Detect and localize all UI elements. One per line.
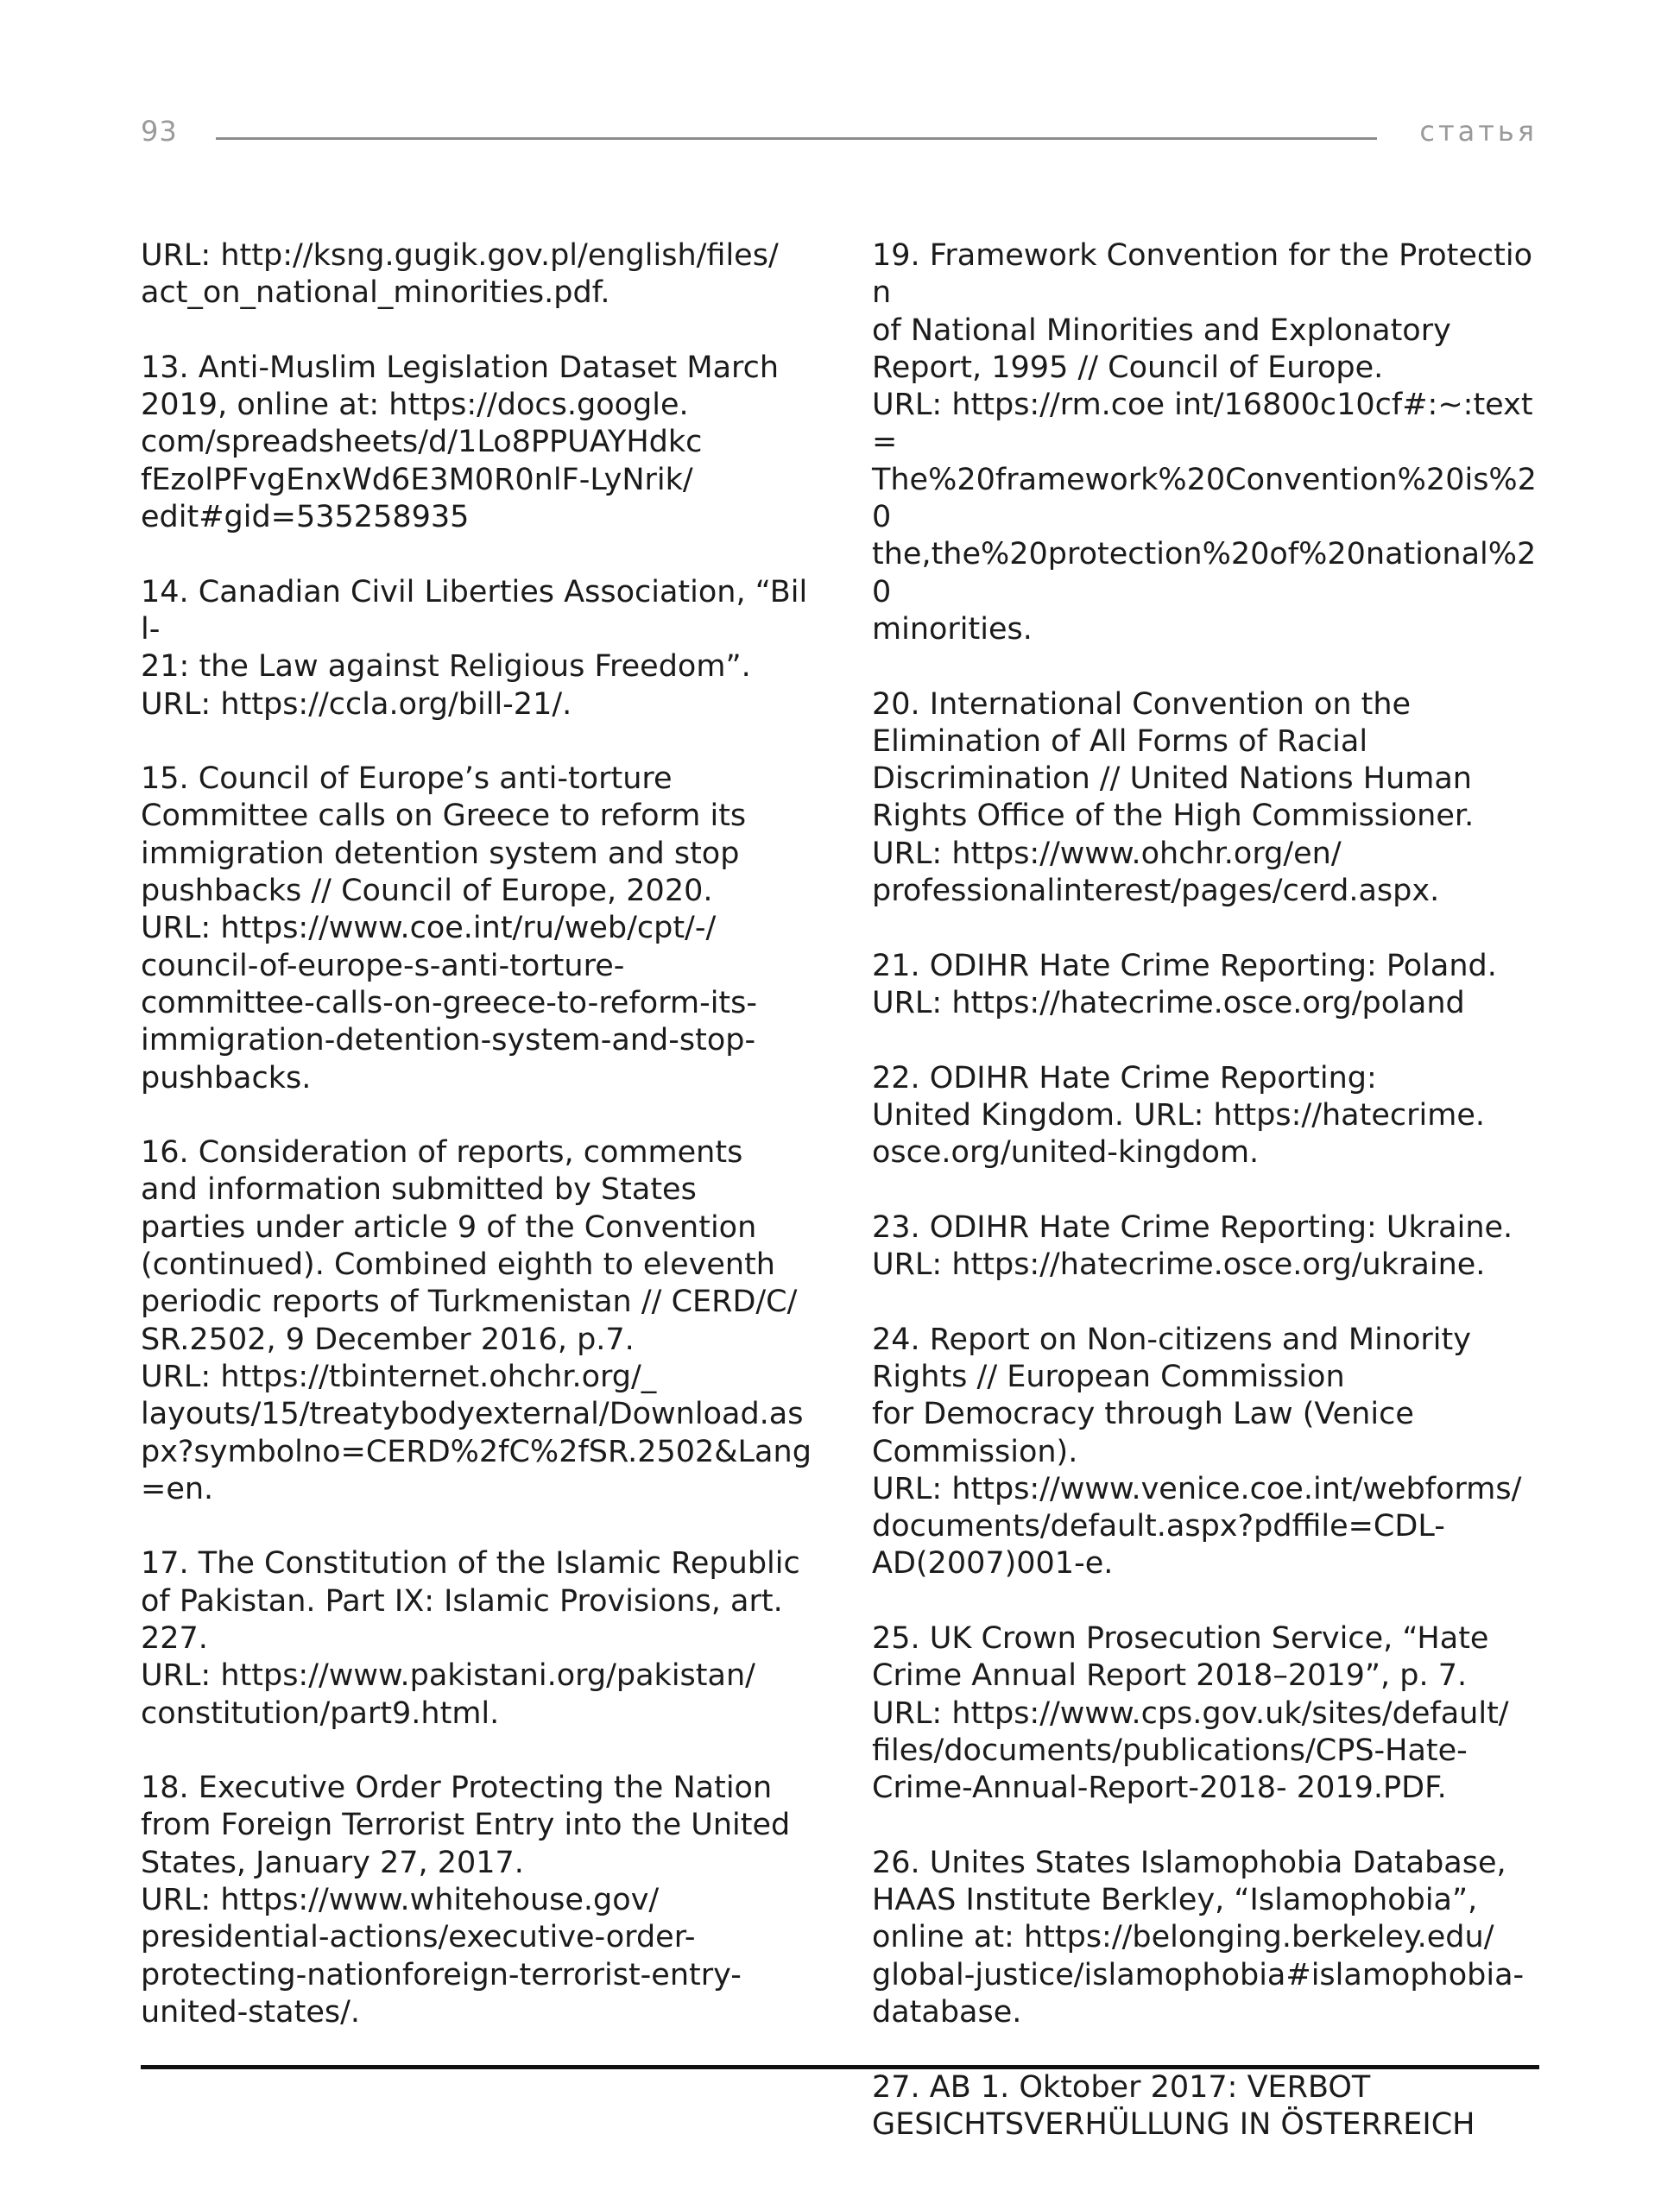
reference-27: 27. AB 1. Oktober 2017: VERBOT GESICHTSVERHÜLLUNG IN ÖSTERREICH xyxy=(872,2069,1475,2142)
reference-18: 18. Executive Order Protecting the Nation from Foreign Terrorist Entry into the United States, January 27, 2017. URL: https://www.whitehouse.gov/ presidential-actions/executive-order- protecting-nationforeign-terrorist-entry- united-states/. xyxy=(141,1771,791,2030)
section-label: статья xyxy=(1419,115,1538,148)
reference-19: 19. Framework Convention for the Protection of National Minorities and Explonatory Report, 1995 // Council of Europe. URL: https://rm.coe int/16800c10cf#:~:text= The%20framework%20Convention%20is%20 the,the%20protection%20of%20national%20 minorities. xyxy=(872,238,1537,647)
header-divider xyxy=(216,137,1377,140)
page-number: 93 xyxy=(141,115,178,148)
references-left-column xyxy=(141,237,814,2069)
reference-22: 22. ODIHR Hate Crime Reporting: United Kingdom. URL: https://hatecrime. osce.org/united-kingdom. xyxy=(872,1060,1485,1171)
reference-25: 25. UK Crown Prosecution Service, “Hate Crime Annual Report 2018–2019”, p. 7. URL: https://www.cps.gov.uk/sites/default/ files/documents/publications/CPS-Hate- Crime-Annual-Report-2018- 2019.PDF. xyxy=(872,1620,1509,1806)
reference-13: 13. Anti-Muslim Legislation Dataset March 2019, online at: https://docs.google. com/spreadsheets/d/1Lo8PPUAYHdkc fEzolPFvgEnxWd6E3M0R0nlF-LyNrik/ edit#gid=535258935 xyxy=(141,350,780,535)
reference-17: 17. The Constitution of the Islamic Republic of Pakistan. Part IX: Islamic Provisions, art. 227. URL: https://www.pakistani.org/pakistan/ constitution/part9.html. xyxy=(141,1546,800,1731)
reference-21: 21. ODIHR Hate Crime Reporting: Poland. URL: https://hatecrime.osce.org/poland xyxy=(872,948,1497,1020)
reference-16: 16. Consideration of reports, comments and information submitted by States parties under article 9 of the Convention (continued). Combined eighth to eleventh periodic reports of Turkmenistan // CERD/C/ SR.2502, 9 December 2016, p.7. URL: https://tbinternet.ohchr.org/_ layouts/15/treatybodyexternal/Download.as px?symbolno=CERD%2fC%2fSR.2502&Lang =en. xyxy=(141,1135,812,1506)
reference-20: 20. International Convention on the Elimination of All Forms of Racial Discrimination // United Nations Human Rights Office of the High Commissioner. URL: https://www.ohchr.org/en/ professionalinterest/pages/cerd.aspx. xyxy=(872,686,1475,909)
reference-14: 14. Canadian Civil Liberties Association, “Bill- 21: the Law against Religious Freedom”. URL: https://ccla.org/bill-21/. xyxy=(141,574,808,722)
reference-15: 15. Council of Europe’s anti-torture Committee calls on Greece to reform its immigration detention system and stop pushbacks // Council of Europe, 2020. URL: https://www.coe.int/ru/web/cpt/-/ council-of-europe-s-anti-torture- committee-calls-on-greece-to-reform-its- immigration-detention-system-and-stop- pushbacks. xyxy=(141,761,758,1096)
reference-12-continued: URL: http://ksng.gugik.gov.pl/english/files/ act_on_national_minorities.pdf. xyxy=(141,238,779,311)
reference-24: 24. Report on Non-citizens and Minority Rights // European Commission for Democracy through Law (Venice Commission). URL: https://www.venice.coe.int/webforms/ documents/default.aspx?pdffile=CDL- AD(2007)001-e. xyxy=(872,1322,1522,1582)
references-right-column xyxy=(872,237,1545,2181)
reference-23: 23. ODIHR Hate Crime Reporting: Ukraine. URL: https://hatecrime.osce.org/ukraine. xyxy=(872,1209,1513,1283)
reference-26: 26. Unites States Islamophobia Database, HAAS Institute Berkley, “Islamophobia”, online at: https://belonging.berkeley.edu/ global-justice/islamophobia#islamophobia- database. xyxy=(872,1845,1525,2030)
footer-divider xyxy=(141,2065,1539,2069)
